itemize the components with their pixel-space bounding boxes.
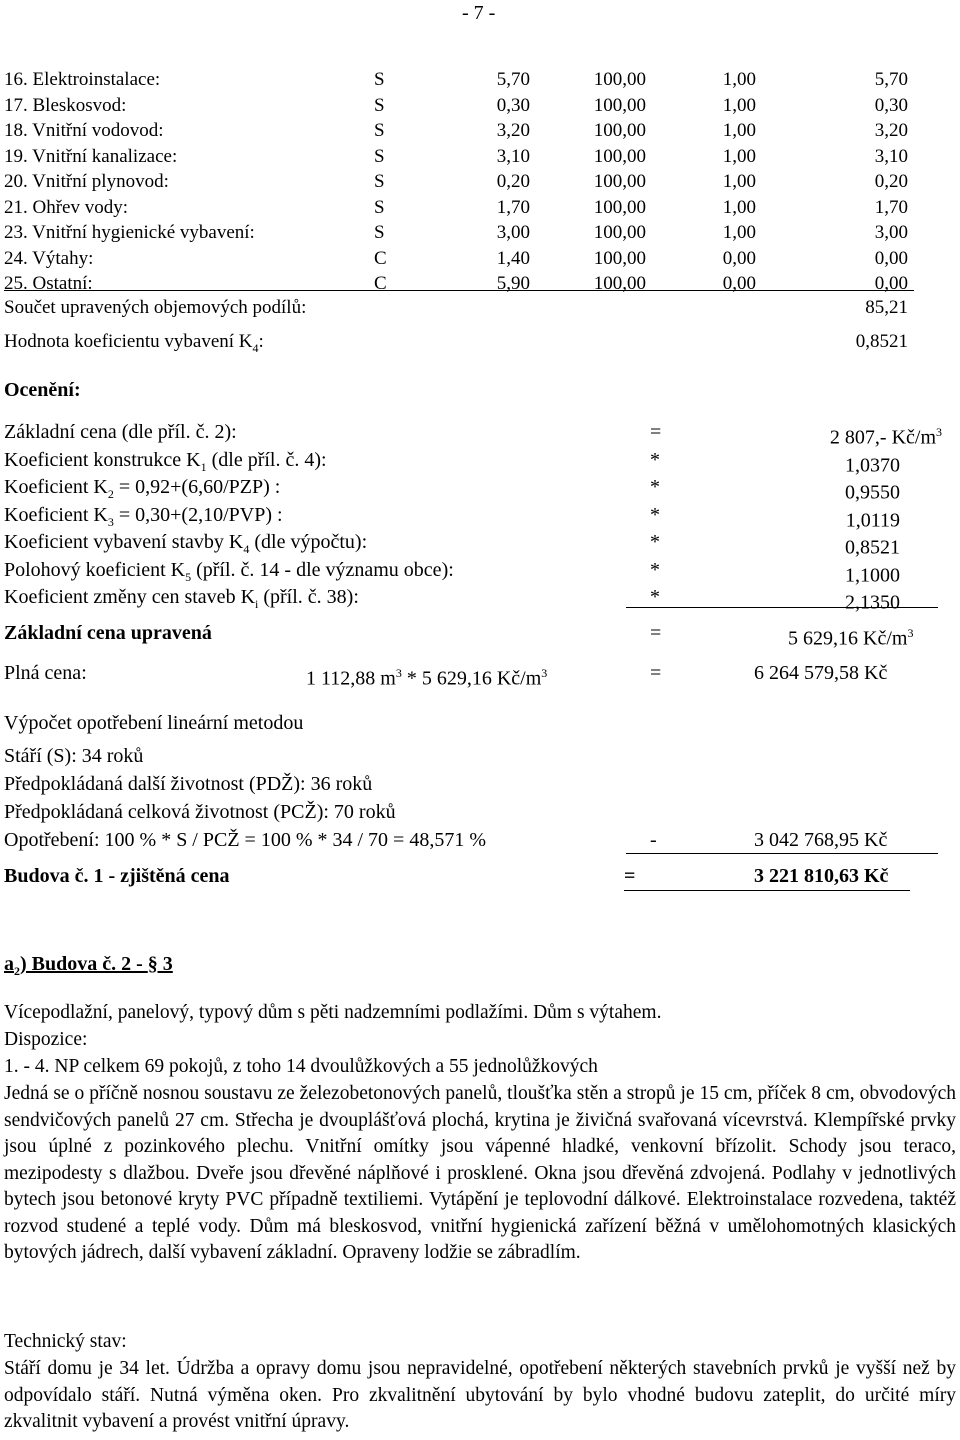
building-result-row [4, 864, 960, 888]
equipment-coef: 1,00 [722, 171, 756, 192]
valuation-row [4, 530, 960, 559]
total-life-line: Předpokládaná celková životnost (PCŽ): 70 roků [4, 801, 396, 823]
wear-row [4, 828, 960, 852]
adjusted-label: Základní cena upravená [4, 622, 212, 644]
equipment-cat: S [374, 145, 385, 167]
full-price-calc: 1 112,88 $m^3 * 5$ 629,16 $Kč/m^3$ [306, 666, 548, 690]
valuation-operator: * [650, 476, 660, 498]
equipment-pct: 100,00 [593, 222, 646, 243]
equipment-cat: S [374, 196, 385, 218]
equipment-result: 0,30 [874, 94, 908, 116]
equipment-coef: 1,00 [722, 120, 756, 141]
equipment-coef: 1,00 [722, 94, 756, 116]
section-intro: Vícepodlažní, panelový, typový dům s pěti nadzemními podlažími. Dům s výtahem. [4, 1002, 662, 1023]
valuation-row [4, 420, 960, 449]
section-heading: $a_2$) Budova č. 2 - § 3 [4, 953, 173, 978]
valuation-operator: = [650, 421, 662, 443]
equipment-row [4, 247, 960, 271]
valuation-heading: Ocenění: [4, 379, 81, 401]
equipment-name: 25. Ostatní: [4, 273, 93, 294]
equipment-name: 19. Vnitřní kanalizace: [4, 145, 178, 167]
equipment-name: 20. Vnitřní plynovod: [4, 171, 169, 192]
full-price-value: 6 264 579,58 Kč [754, 662, 888, 684]
equipment-result: 0,20 [874, 171, 908, 192]
wear-label: Opotřebení: 100 % * S / PCŽ = 100 % * 34 / 70 = 48,571 % [4, 829, 486, 851]
equipment-cat: C [374, 273, 387, 294]
equipment-name: 16. Elektroinstalace: [4, 69, 161, 90]
equipment-pct: 100,00 [593, 247, 646, 269]
equipment-cat: S [374, 222, 385, 243]
equipment-row [4, 272, 960, 296]
equipment-pct: 100,00 [593, 145, 646, 167]
equipment-row [4, 119, 960, 143]
sum-label: Součet upravených objemových podílů: [4, 297, 307, 318]
equipment-name: 18. Vnitřní vodovod: [4, 120, 164, 141]
equipment-coef: 1,00 [722, 222, 756, 243]
k4-row [4, 330, 960, 354]
tech-state-label: Technický stav: [4, 1331, 127, 1352]
adjusted-op: = [650, 622, 662, 644]
valuation-value: 1,0370 [845, 454, 900, 477]
valuation-row [4, 475, 960, 504]
equipment-row [4, 94, 960, 118]
full-price-row [4, 661, 960, 690]
valuation-value: 2,1350 [845, 591, 900, 614]
equipment-pct: 100,00 [593, 171, 646, 192]
equipment-result: 5,70 [874, 69, 908, 90]
building-result-op: = [624, 865, 636, 887]
valuation-operator: * [650, 558, 660, 581]
age-line: Stáří (S): 34 roků [4, 745, 144, 767]
full-price-label: Plná cena: [4, 662, 87, 684]
equipment-cat: S [374, 171, 385, 192]
valuation-row [4, 558, 960, 587]
adjusted-row [4, 621, 960, 650]
result-underline [624, 890, 910, 891]
equipment-coef: 1,00 [722, 69, 756, 90]
equipment-result: 3,00 [874, 222, 908, 243]
equipment-name: 21. Ohřev vody: [4, 196, 129, 218]
valuation-value: 1,1000 [845, 564, 900, 587]
equipment-cat: S [374, 94, 385, 116]
equipment-cat: C [374, 247, 387, 269]
equipment-pct: 100,00 [593, 69, 646, 90]
equipment-share: 3,10 [496, 145, 530, 167]
valuation-operator: * [650, 531, 660, 553]
equipment-share: 0,20 [496, 171, 530, 192]
equipment-pct: 100,00 [593, 273, 646, 294]
divider [626, 853, 938, 854]
equipment-result: 0,00 [874, 273, 908, 294]
page-number: - 7 - [462, 2, 496, 24]
remaining-life-line: Předpokládaná další životnost (PDŽ): 36 roků [4, 773, 373, 795]
valuation-value: 0,9550 [845, 481, 900, 504]
divider [626, 607, 938, 608]
wear-value: 3 042 768,95 Kč [754, 829, 888, 851]
equipment-row [4, 68, 960, 92]
valuation-operator: * [650, 448, 660, 471]
k4-label: Hodnota koeficientu vybavení $K_4$: [4, 331, 264, 355]
valuation-row [4, 503, 960, 532]
valuation-value: 1,0119 [845, 509, 900, 532]
equipment-result: 1,70 [874, 196, 908, 218]
wear-op: - [650, 829, 657, 851]
valuation-row [4, 585, 960, 614]
equipment-pct: 100,00 [593, 120, 646, 141]
description-paragraph: Jedná se o příčně nosnou soustavu ze železobetonových panelů, tloušťka stěn a stropů je 15 cm, příček 8 cm, obvodových sendvičových panelů 27 cm. Střecha je dvouplášťová plochá, krytina je živičná svařovaná vícevrstvá. Klempířské prvky jsou úplné z pozinkového plechu. Vnitřní omítky jsou vápenné hladké, venkovní břízolit. Schody jsou teraco, mezipodesty s dlažbou. Dveře jsou dřevěné náplňové i prosklené. Okna jsou dřevěná zdvojená. Podlahy v jednotlivých bytech jsou betonové kryty PVC případně textiliemi. Vytápění je teplovodní dálkové. Elektroinstalace rozvedena, taktéž rozvod studené a teplé vody. Dům má bleskosvod, vnitřní hygienická zařízení běžná v umělohomotných klasických bytových jádrech, další vybavení základní. Opraveny lodžie se zábradlím. [4, 1083, 956, 1263]
equipment-row [4, 145, 960, 169]
equipment-name: 24. Výtahy: [4, 247, 94, 269]
valuation-operator: * [650, 503, 660, 526]
k4-value: 0,8521 [855, 331, 908, 352]
equipment-share: 1,40 [496, 247, 530, 269]
valuation-value: 0,8521 [845, 536, 900, 559]
sum-row [4, 296, 960, 320]
equipment-share: 5,90 [496, 273, 530, 294]
sum-value: 85,21 [865, 297, 908, 318]
equipment-cat: S [374, 120, 385, 141]
valuation-label: Polohový koeficient $K_5$ (příl. č. 14 - dle významu obce): [4, 558, 454, 584]
equipment-pct: 100,00 [593, 94, 646, 116]
equipment-coef: 1,00 [722, 196, 756, 218]
equipment-share: 3,20 [496, 120, 530, 141]
equipment-cat: S [374, 69, 385, 90]
equipment-coef: 1,00 [722, 145, 756, 167]
valuation-row [4, 448, 960, 477]
equipment-share: 0,30 [496, 94, 530, 116]
full-price-op: = [650, 662, 662, 684]
valuation-label: Koeficient konstrukce $K_1$ (dle příl. č. 4): [4, 448, 327, 474]
equipment-share: 5,70 [496, 69, 530, 90]
equipment-share: 3,00 [496, 222, 530, 243]
equipment-coef: 0,00 [722, 247, 756, 269]
valuation-label: Koeficient změny cen staveb $K_i$ (příl. č. 38): [4, 586, 359, 611]
valuation-label: Koeficient vybavení stavby $K_4$ (dle výpočtu): [4, 531, 368, 556]
valuation-operator: * [650, 586, 660, 608]
equipment-result: 3,20 [874, 120, 908, 141]
equipment-result: 0,00 [874, 247, 908, 269]
equipment-name: 17. Bleskosvod: [4, 94, 127, 116]
valuation-label: Koeficient $K_2 = 0,92+(6,60/PZP)$ : [4, 476, 281, 501]
equipment-row [4, 221, 960, 245]
disposition-label: Dispozice: [4, 1029, 88, 1050]
building-result-label: Budova č. 1 - zjištěná cena [4, 865, 230, 887]
valuation-label: Základní cena (dle příl. č. 2): [4, 421, 237, 443]
equipment-row [4, 196, 960, 220]
equipment-result: 3,10 [874, 145, 908, 167]
valuation-label: Koeficient $K_3 = 0,30+(2,10/PVP)$ : [4, 503, 283, 529]
disposition-text: 1. - 4. NP celkem 69 pokojů, z toho 14 dvoulůžkových a 55 jednolůžkových [4, 1056, 598, 1077]
equipment-name: 23. Vnitřní hygienické vybavení: [4, 222, 255, 243]
equipment-share: 1,70 [496, 196, 530, 218]
adjusted-value: 5 629,16 $Kč/m^3$ [788, 626, 914, 650]
valuation-value: 2 807,- $Kč/m^3$ [829, 425, 942, 449]
depreciation-heading: Výpočet opotřebení lineární metodou [4, 712, 304, 734]
building-result-value: 3 221 810,63 Kč [754, 865, 889, 887]
equipment-pct: 100,00 [593, 196, 646, 218]
tech-state-paragraph: Stáří domu je 34 let. Údržba a opravy domu jsou nepravidelné, opotřebení některých stavebních prvků je vyšší než by odpovídalo stáří. Nutná výměna oken. Pro zkvalitnění ubytování by bylo vhodné budovu zateplit, do určité míry zkvalitnit vybavení a provést vnitřní úpravy. [4, 1358, 956, 1432]
divider [4, 290, 914, 291]
equipment-row [4, 170, 960, 194]
equipment-coef: 0,00 [722, 273, 756, 294]
